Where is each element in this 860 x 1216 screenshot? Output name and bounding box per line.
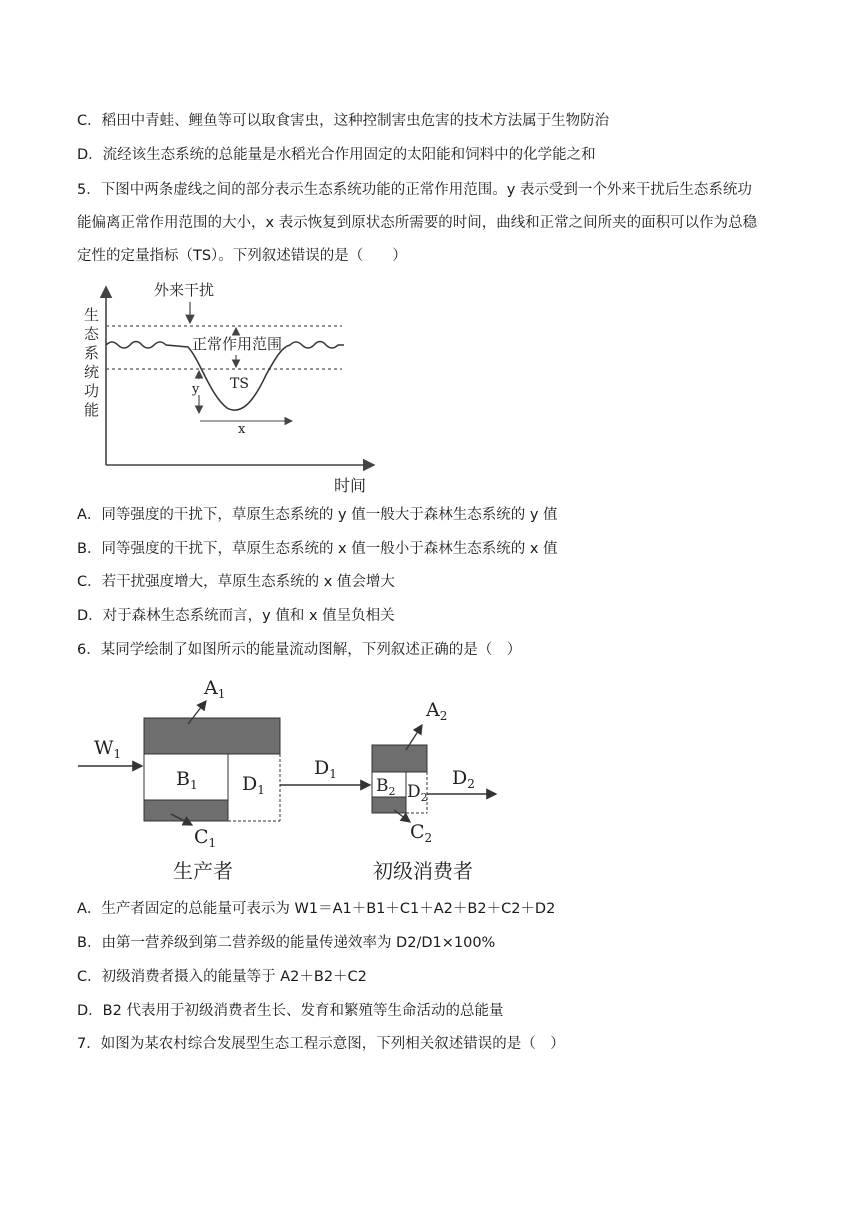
q5-stem-line-2: 能偏离正常作用范围的大小，x 表示恢复到原状态所需要的时间，曲线和正常之间所夹的面积可以作为总稳 bbox=[77, 215, 758, 231]
y-label: y bbox=[192, 382, 200, 397]
q4-option-d: D．流经该生态系统的总能量是水稻光合作用固定的太阳能和饲料中的化学能之和 bbox=[77, 147, 596, 163]
w1-label: $W_1$ bbox=[94, 737, 122, 761]
q6-option-a: A．生产者固定的总能量可表示为 W1＝A1＋B1＋C1＋A2＋B2＋C2＋D2 bbox=[77, 901, 556, 917]
consumer-a2-bar bbox=[372, 745, 427, 772]
d1-box-label: $D_1$ bbox=[242, 773, 265, 797]
producer-c1-bar bbox=[144, 800, 228, 821]
q5-option-b: B．同等强度的干扰下，草原生态系统的 x 值一般小于森林生态系统的 x 值 bbox=[77, 541, 558, 557]
c2-label: $C_2$ bbox=[410, 821, 433, 845]
producer-a1-bar bbox=[144, 718, 280, 754]
b2-label: $B_2$ bbox=[376, 776, 396, 798]
producer-caption: 生产者 bbox=[173, 859, 233, 883]
q6-option-d: D．B2 代表用于初级消费者生长、发育和繁殖等生命活动的总能量 bbox=[77, 1003, 504, 1019]
q4-option-c: C．稻田中青蛙、鲤鱼等可以取食害虫，这种控制害虫危害的技术方法属于生物防治 bbox=[77, 113, 610, 129]
y-axis-label-1: 生 bbox=[84, 306, 100, 324]
q7-stem: 7．如图为某农村综合发展型生态工程示意图，下列相关叙述错误的是（ ） bbox=[77, 1036, 565, 1052]
consumer-caption: 初级消费者 bbox=[373, 859, 473, 883]
y-axis-label-6: 能 bbox=[84, 401, 100, 419]
b1-label: $B_1$ bbox=[176, 768, 198, 792]
y-axis-label-4: 统 bbox=[84, 363, 100, 381]
normal-range-label: 正常作用范围 bbox=[192, 335, 283, 353]
energy-flow-diagram bbox=[76, 672, 516, 890]
q5-stem-line-1: 5．下图中两条虚线之间的部分表示生态系统功能的正常作用范围。y 表示受到一个外来干扰后生态系统功 bbox=[77, 182, 752, 198]
a1-label: $A_1$ bbox=[204, 677, 226, 701]
ts-label: TS bbox=[230, 376, 249, 392]
y-axis-label-5: 功 bbox=[84, 382, 100, 400]
q5-stem-line-3: 定性的定量指标（TS）。下列叙述错误的是（ ） bbox=[77, 248, 407, 264]
y-axis-label-2: 态 bbox=[84, 325, 100, 343]
x-label: x bbox=[238, 422, 246, 437]
d2-flow-label: $D_2$ bbox=[452, 767, 475, 791]
y-axis-label-3: 系 bbox=[84, 344, 100, 362]
d2-box-label: $D_2$ bbox=[407, 782, 428, 804]
q5-option-a: A．同等强度的干扰下，草原生态系统的 y 值一般大于森林生态系统的 y 值 bbox=[77, 507, 558, 523]
q5-option-c: C．若干扰强度增大，草原生态系统的 x 值会增大 bbox=[77, 574, 395, 590]
c1-label: $C_1$ bbox=[194, 826, 217, 850]
q6-option-b: B．由第一营养级到第二营养级的能量传递效率为 D2/D1×100% bbox=[77, 935, 496, 951]
consumer-c2-bar bbox=[372, 797, 406, 813]
d1-flow-label: $D_1$ bbox=[314, 757, 337, 781]
disturbance-label: 外来干扰 bbox=[154, 281, 215, 299]
q5-option-d: D．对于森林生态系统而言，y 值和 x 值呈负相关 bbox=[77, 608, 395, 624]
x-axis-label: 时间 bbox=[334, 476, 367, 495]
q6-option-c: C．初级消费者摄入的能量等于 A2＋B2＋C2 bbox=[77, 969, 367, 985]
a2-label: $A_2$ bbox=[426, 699, 448, 723]
stability-diagram bbox=[80, 275, 380, 497]
q6-stem: 6．某同学绘制了如图所示的能量流动图解，下列叙述正确的是（ ） bbox=[77, 642, 522, 658]
